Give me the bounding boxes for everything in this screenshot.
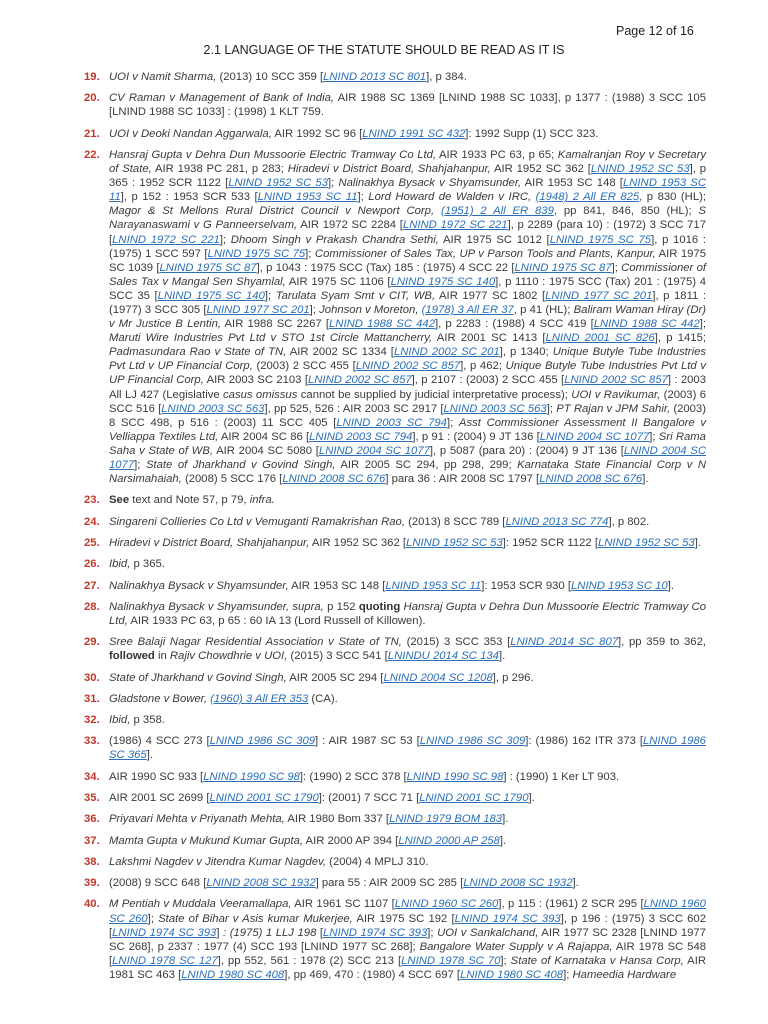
case-name: Hansraj Gupta v Dehra Dun Mussoorie Electric Tramway Co Ltd, <box>109 600 706 627</box>
citation-link[interactable]: LNIND 2014 SC 807 <box>510 636 619 649</box>
citation-text: ], p 91 : (2004) 9 JT 136 [ <box>412 430 540 443</box>
citation-link[interactable]: LNIND 2003 SC 563 <box>161 402 265 415</box>
case-name: Kamalranjan Roy v Secretary of State, <box>109 148 707 176</box>
citation-link[interactable]: LNIND 2013 SC 801 <box>323 71 427 83</box>
citation-text: AIR 1953 SC 148 [ <box>521 177 623 190</box>
citation-text: AIR 1952 SC 362 [ <box>490 163 591 176</box>
case-name: Baliram Waman Hiray (Dr) v Mr Justice B Lentin, <box>109 303 707 331</box>
case-name: Johnson v Moreton, <box>319 303 419 316</box>
citation-text: ], p 1110 : 1975 SCC (Tax) 201 : (1975) 4 SCC 35 [ <box>109 275 706 302</box>
citation-text: ], p 2289 (para 10) : (1972) 3 SCC 717 [ <box>109 219 706 246</box>
citation-text: ]: (1986) 162 ITR 373 [ <box>525 735 643 748</box>
case-name: Hiradevi v District Board, Shahjahanpur, <box>109 536 310 549</box>
citation-link[interactable]: LNIND 2002 SC 857 <box>307 374 412 387</box>
citation-link[interactable]: LNIND 1986 SC 365 <box>109 735 706 762</box>
case-name: Tarulata Syam Smt v CIT, WB, <box>275 289 436 302</box>
citation-text: ]; <box>500 954 511 967</box>
case-name: M Pentiah v Muddala Veeramallapa, <box>109 898 292 911</box>
case-name: Bangalore Water Supply v A Rajappa, <box>419 940 613 953</box>
footnote <box>84 713 706 727</box>
footnote-number: 36. <box>84 813 100 826</box>
citation-link[interactable]: LNIND 1953 SC 11 <box>257 191 358 204</box>
citation-text: AIR 2005 SC 294, pp 298, 299; <box>335 459 518 471</box>
case-name: UOI v Ravikumar, <box>571 388 661 401</box>
case-name: CV Raman v Management of Bank of India, <box>109 92 335 105</box>
case-name: Priyavari Mehta v Priyanath Mehta, <box>109 813 285 826</box>
footnote <box>84 692 706 706</box>
citation-text: ]. <box>502 813 509 826</box>
citation-text: ]. <box>667 579 674 592</box>
citation-text: ]; <box>147 912 159 925</box>
citation-link[interactable]: LNIND 1952 SC 53 <box>228 177 328 190</box>
case-name: Hiradevi v District Board, Shahjahanpur, <box>287 163 491 176</box>
citation-text: , p 830 (HL); <box>639 191 707 204</box>
citation-text: ]: 1992 Supp (1) SCC 323. <box>465 127 599 140</box>
citation-link[interactable]: LNIND 2004 SC 1077 <box>109 444 706 471</box>
footnote-number: 21. <box>84 127 100 140</box>
citation-link[interactable]: LNIND 2001 SC 1790 <box>209 792 319 805</box>
footnote <box>84 515 706 529</box>
citation-text: AIR 1980 Bom 337 [ <box>284 813 390 826</box>
citation-text: p 365. <box>130 558 165 571</box>
citation-text: ]; <box>427 926 438 939</box>
citation-text: ]: 1952 SCR 1122 [ <box>502 536 598 549</box>
citation-link[interactable]: LNIND 1986 SC 309 <box>209 735 316 748</box>
footnote <box>84 834 706 848</box>
footnote-number: 33. <box>84 735 100 748</box>
citation-link[interactable]: LNIND 1978 SC 127 <box>112 954 218 967</box>
signal-word: followed <box>109 650 155 663</box>
citation-text: AIR 1975 SC 192 [ <box>352 912 455 925</box>
citation-text: AIR 1978 SC 548 [ <box>109 940 707 967</box>
citation-link[interactable]: LNINDU 2014 SC 134 <box>387 650 499 663</box>
citation-link[interactable]: LNIND 2001 SC 1790 <box>419 792 529 805</box>
citation-text: ] para 36 : AIR 2008 SC 1797 [ <box>385 473 540 486</box>
footnote-number: 31. <box>84 692 100 705</box>
citation-text: AIR 1977 SC 2328 [LNIND 1977 SC 268], p 2337 : 1977 (4) SCC 193 [LNIND 1977 SC 268]; <box>109 926 706 953</box>
citation-text: ], p 152 : 1953 SCR 533 [ <box>120 191 258 204</box>
citation-link[interactable]: LNIND 1960 SC 260 <box>394 898 499 911</box>
citation-link[interactable]: LNIND 1953 SC 11 <box>109 177 706 204</box>
citation-link[interactable]: LNIND 1990 SC 98 <box>203 770 300 783</box>
citation-text: ]; <box>305 247 315 260</box>
citation-link[interactable]: LNIND 2008 SC 676 <box>539 473 643 486</box>
footnote-number: 35. <box>84 792 100 805</box>
footnote <box>84 770 706 784</box>
citation-text: ]. <box>572 877 579 890</box>
citation-text: (1986) 4 SCC 273 [ <box>109 735 210 748</box>
citation-text: ], p 1016 : (1975) 1 SCC 597 [ <box>109 233 707 260</box>
citation-link[interactable]: LNIND 1952 SC 53 <box>406 536 503 549</box>
citation-text: (CA). <box>308 692 338 705</box>
case-name: Unique Butyle Tube Industries Pvt Ltd v UP Financial Corp, <box>109 360 706 387</box>
case-name: Commissioner of Sales Tax v Mangal Sen Shyamlal, <box>109 261 707 288</box>
citation-text: AIR 1933 PC 63, p 65; <box>436 148 558 161</box>
citation-link[interactable]: LNIND 1960 SC 260 <box>109 898 706 925</box>
citation-link[interactable]: LNIND 2003 SC 794 <box>336 416 447 429</box>
footnote <box>84 671 706 685</box>
citation-text: ]. <box>642 473 649 486</box>
citation-link[interactable]: (1960) 3 All ER 353 <box>210 692 309 705</box>
citation-text: ], p 462; <box>460 360 506 373</box>
citation-link[interactable]: LNIND 1980 SC 408 <box>460 968 564 981</box>
footnote-number: 29. <box>84 636 100 649</box>
citation-text: (2003) 8 SCC 498, p 516 : (2003) 11 SCC 405 [ <box>109 402 706 429</box>
citation-link[interactable]: LNIND 1953 SC 10 <box>571 579 668 592</box>
footnote <box>84 91 706 119</box>
citation-text: AIR 1977 SC 1802 [ <box>435 289 546 302</box>
citation-text: , pp 841, 846, 850 (HL); <box>553 205 699 218</box>
citation-link[interactable]: LNIND 2008 SC 676 <box>282 473 386 486</box>
citation-text: ]: (1990) 2 SCC 378 [ <box>299 770 407 783</box>
citation-text: AIR 1975 SC 1039 [ <box>109 247 706 274</box>
citation-text: (2013) 10 SCC 359 [ <box>216 71 324 83</box>
case-name: Gladstone v Bower, <box>109 692 207 705</box>
case-name: PT Rajan v JPM Sahir, <box>556 402 671 415</box>
citation-link[interactable]: (1948) 2 All ER 825 <box>535 191 640 204</box>
citation-text: AIR 1975 SC 1012 [ <box>438 233 550 246</box>
case-name: infra. <box>249 494 275 507</box>
case-name: S Narayanaswami v G Panneerselvam, <box>109 205 706 232</box>
case-name: Magor & St Mellons Rural District Council v Newport Corp, <box>109 205 435 218</box>
citation-link[interactable]: LNIND 1978 SC 70 <box>401 954 501 967</box>
citation-link[interactable]: LNIND 2004 SC 1208 <box>383 671 493 684</box>
footnote <box>84 791 706 805</box>
footnote <box>84 855 706 869</box>
signal-word: See <box>109 494 130 507</box>
citation-link[interactable]: LNIND 1977 SC 201 <box>206 303 310 316</box>
citation-text: ]; <box>219 233 231 246</box>
citation-text: ]. <box>498 650 506 663</box>
case-name: Nalinakhya Bysack v Shyamsunder, <box>109 579 289 592</box>
citation-text: text and Note 57, p 79, <box>129 494 250 507</box>
citation-link[interactable]: LNIND 2002 SC 201 <box>393 346 500 359</box>
citation-text: ] : AIR 1987 SC 53 [ <box>315 735 420 748</box>
citation-link[interactable]: LNIND 1975 SC 140 <box>157 289 265 302</box>
citation-text: cannot be supplied by judicial interpretative process); <box>297 388 572 401</box>
citation-link[interactable]: LNIND 1974 SC 393 <box>323 926 428 939</box>
footnote-number: 25. <box>84 536 100 549</box>
citation-link[interactable]: LNIND 2001 SC 826 <box>545 332 655 345</box>
case-name: State of Jharkhand v Govind Singh, <box>109 671 287 684</box>
case-name: Commissioner of Sales Tax, UP v Parson Tools and Plants, Kanpur, <box>314 247 656 260</box>
citation-link[interactable]: LNIND 1979 BOM 183 <box>389 813 503 826</box>
citation-text: ], p 2283 : (1988) 4 SCC 419 [ <box>435 318 594 331</box>
citation-text: ], p 1415; <box>654 332 706 345</box>
citation-text: ]; <box>134 459 146 471</box>
footnote <box>84 876 706 890</box>
case-name: Sri Rama Saha v State of WB, <box>109 430 706 457</box>
citation-text: AIR 2003 SC 2103 [ <box>203 374 308 387</box>
footnote <box>84 493 706 507</box>
footnote <box>84 897 706 982</box>
citation-text: ]: (2001) 7 SCC 71 [ <box>318 792 420 805</box>
citation-link[interactable]: LNIND 1975 SC 140 <box>390 275 496 288</box>
footnote <box>84 70 706 84</box>
page-number: Page 12 of 16 <box>616 24 694 38</box>
citation-text: p 152 <box>323 600 359 613</box>
citation-text: ]; <box>699 318 706 331</box>
citation-link[interactable]: LNIND 2004 SC 1077 <box>539 430 650 443</box>
citation-text: AIR 1961 SC 1107 [ <box>291 898 395 911</box>
citation-text: ]; <box>357 191 369 204</box>
citation-text: ], p 196 : (1975) 3 SCC 602 [ <box>109 912 706 939</box>
citation-link[interactable]: (1951) 2 All ER 839 <box>440 205 554 218</box>
citation-text: ]; <box>446 416 459 429</box>
case-name: Maruti Wire Industries Pvt Ltd v STO 1st Circle Mattancherry, <box>109 332 433 345</box>
footnote-number: 38. <box>84 855 100 868</box>
citation-link[interactable]: LNIND 1952 SC 53 <box>597 536 695 549</box>
citation-text: AIR 1975 SC 1106 [ <box>285 275 391 288</box>
case-name: Hameedia Hardware <box>572 968 677 981</box>
footnote <box>84 536 706 550</box>
footnote-number: 39. <box>84 877 100 890</box>
citation-text: ], p 2107 : (2003) 2 SCC 455 [ <box>411 374 565 387</box>
citation-link[interactable]: LNIND 1972 SC 221 <box>112 233 220 246</box>
citation-link[interactable]: LNIND 2002 SC 857 <box>355 360 461 373</box>
citation-text: ], pp 552, 561 : 1978 (2) SCC 213 [ <box>217 954 402 967</box>
case-name: Lakshmi Nagdev v Jitendra Kumar Nagdev, <box>109 855 327 868</box>
citation-link[interactable]: LNIND 1991 SC 432 <box>362 127 466 140</box>
citation-text: (2008) 9 SCC 648 [ <box>109 877 207 890</box>
citation-link[interactable]: LNIND 1952 SC 53 <box>590 163 690 176</box>
citation-text: AIR 2004 SC 5080 [ <box>213 444 319 457</box>
citation-text: ]; <box>546 402 557 415</box>
citation-text: (2015) 3 SCC 353 [ <box>401 636 511 649</box>
citation-text <box>434 205 441 217</box>
citation-text: AIR 1988 SC 1369 [LNIND 1988 SC 1033], p 1377 : (1988) 3 SCC 105 [LNIND 1988 SC 1033] : (1998) 1 KLT 759. <box>109 92 706 119</box>
citation-text: AIR 1988 SC 2267 [ <box>221 318 329 331</box>
citation-text: ], p 1043 : 1975 SCC (Tax) 185 : (1975) 4 SCC 22 [ <box>256 261 515 274</box>
citation-text: AIR 1992 SC 96 [ <box>271 127 363 140</box>
citation-text: AIR 1953 SC 148 [ <box>288 579 386 592</box>
case-name: State of Jharkhand v Govind Singh, <box>145 459 336 471</box>
citation-link[interactable]: LNIND 2008 SC 1932 <box>206 877 316 890</box>
case-name: State of Bihar v Asis kumar Mukerjee, <box>158 912 353 925</box>
citation-text: ], p 1340; <box>499 346 553 359</box>
citation-text: ] : 2003 All LJ 427 (Legislative <box>109 374 706 401</box>
footnote-number: 37. <box>84 834 100 847</box>
case-name: Mamta Gupta v Mukund Kumar Gupta, <box>109 834 304 847</box>
citation-text: (2015) 3 SCC 541 [ <box>287 650 388 663</box>
page-title: 2.1 LANGUAGE OF THE STATUTE SHOULD BE READ AS IT IS <box>203 43 565 57</box>
case-name: Ibid, <box>109 558 131 571</box>
case-name: Lord Howard de Walden v IRC, <box>368 191 532 204</box>
citation-link[interactable]: LNIND 1975 SC 87 <box>159 261 257 274</box>
citation-text: (2003) 2 SCC 455 [ <box>252 360 356 373</box>
citation-text: ]; <box>309 303 320 316</box>
citation-text: ], pp 469, 470 : (1980) 4 SCC 697 [ <box>284 968 461 981</box>
citation-text: ]. <box>146 749 153 762</box>
citation-link[interactable]: LNIND 2002 SC 857 <box>564 374 668 387</box>
citation-text: ]. <box>694 536 701 549</box>
citation-text: p 358. <box>130 714 165 727</box>
case-name: Karnataka State Financial Corp v N Narsimahaiah, <box>109 459 707 486</box>
footnote-number: 22. <box>84 148 100 161</box>
citation-link[interactable]: LNIND 1974 SC 393 <box>454 912 561 925</box>
footnote-number: 23. <box>84 494 100 507</box>
footnote-number: 28. <box>84 600 100 613</box>
citation-text: ], p 802. <box>608 515 650 528</box>
citation-text: (2004) 4 MPLJ 310. <box>326 855 429 868</box>
case-name: Padmasundara Rao v State of TN, <box>109 346 287 359</box>
citation-text: ]; <box>328 177 339 190</box>
footnote <box>84 812 706 826</box>
citation-text: , p 41 (HL); <box>513 303 574 316</box>
citation-text: (2003) 6 SCC 516 [ <box>109 388 707 415</box>
citation-text: AIR 1972 SC 2284 [ <box>297 219 403 232</box>
citation-text: ], p 296. <box>492 671 534 684</box>
citation-text: ]. <box>528 792 535 805</box>
footnote-number: 26. <box>84 558 100 571</box>
case-name: Singareni Collieries Co Ltd v Vemuganti Ramakrishan Rao, <box>109 515 405 528</box>
citation-text: (2008) 5 SCC 176 [ <box>181 473 283 486</box>
citation-link[interactable]: LNIND 2003 SC 563 <box>443 402 547 415</box>
footnote <box>84 600 706 628</box>
citation-text: AIR 1952 SC 362 [ <box>309 536 407 549</box>
case-name: UOI v Deoki Nandan Aggarwala, <box>109 127 272 140</box>
citation-link[interactable]: LNIND 1986 SC 309 <box>419 735 526 748</box>
citation-text: ] : (1990) 1 Ker LT 903. <box>503 770 620 783</box>
citation-text: ], p 1811 : (1977) 3 SCC 305 [ <box>109 289 706 316</box>
footnote <box>84 579 706 593</box>
citation-link[interactable]: LNIND 1975 SC 75 <box>549 233 652 246</box>
citation-text: ], pp 525, 526 : AIR 2003 SC 2917 [ <box>264 402 444 415</box>
case-name: Nalinakhya Bysack v Shyamsunder, <box>338 177 522 190</box>
citation-text: AIR 1933 PC 63, p 65 : 60 IA 13 (Lord Russell of Killowen). <box>127 614 426 627</box>
citation-text: in <box>154 650 170 663</box>
citation-text: ], p 365 : 1952 SCR 1122 [ <box>109 163 707 190</box>
citation-text: AIR 2004 SC 86 [ <box>218 430 310 443</box>
citation-text: ], p 115 : (1961) 2 SCR 295 [ <box>498 898 644 911</box>
footnote <box>84 557 706 571</box>
citation-text: ]; <box>649 430 659 443</box>
citation-link[interactable]: LNIND 1975 SC 75 <box>207 247 306 260</box>
citation-text: AIR 2000 AP 394 [ <box>303 834 399 847</box>
citation-text: AIR 1938 PC 281, p 283; <box>151 163 288 176</box>
citation-link[interactable]: LNIND 1974 SC 393 <box>112 926 217 939</box>
footnote <box>84 635 706 663</box>
citation-text: AIR 2005 SC 294 [ <box>286 671 384 684</box>
citation-text: ]; <box>264 289 276 302</box>
case-name: Asst Commissioner Assessment II Bangalore v Velliappa Textiles Ltd, <box>109 416 706 443</box>
citation-text: ], p 384. <box>426 71 467 83</box>
citation-link[interactable]: LNIND 1988 SC 442 <box>593 318 700 331</box>
footnote-number: 40. <box>84 898 100 911</box>
citation-text: ]; <box>611 261 622 274</box>
citation-link[interactable]: (1978) 3 All ER 37 <box>421 303 514 316</box>
case-name: casus omissus <box>223 388 298 401</box>
citation-text: AIR 2001 SC 1413 [ <box>432 332 546 345</box>
citation-link[interactable]: LNIND 1977 SC 201 <box>545 289 653 302</box>
footnote <box>84 148 706 486</box>
citation-text: ], p 5087 (para 20) : (2004) 9 JT 136 [ <box>429 444 624 457</box>
citation-text: AIR 2001 SC 2699 [ <box>109 792 210 805</box>
footnote-number: 24. <box>84 515 100 528</box>
footnote <box>84 734 706 762</box>
case-name: Nalinakhya Bysack v Shyamsunder, supra, <box>109 600 324 613</box>
citation-text: AIR 1981 SC 463 [ <box>109 954 707 981</box>
citation-text: ] <box>216 926 224 939</box>
footnotes-list <box>84 70 706 989</box>
case-name: UOI v Sankalchand, <box>437 926 539 939</box>
footnote-number: 32. <box>84 714 100 727</box>
citation-link[interactable]: LNIND 1988 SC 442 <box>329 318 435 331</box>
case-name: Rajiv Chowdhrie v UOI, <box>169 650 288 663</box>
citation-text: AIR 1990 SC 933 [ <box>109 770 204 783</box>
case-name: Sree Balaji Nagar Residential Association v State of TN, <box>109 636 402 649</box>
citation-link[interactable]: LNIND 2003 SC 794 <box>309 430 413 443</box>
footnote <box>84 127 706 141</box>
citation-link[interactable]: LNIND 1990 SC 98 <box>406 770 504 783</box>
citation-text: ]; <box>563 968 573 981</box>
case-name: Dhoom Singh v Prakash Chandra Sethi, <box>230 233 439 246</box>
citation-text: [ <box>316 926 324 939</box>
citation-link[interactable]: LNIND 2013 SC 774 <box>505 515 609 528</box>
citation-text: AIR 2002 SC 1334 [ <box>286 346 394 359</box>
case-name: Unique Butyle Tube Industries Pvt Ltd v UP Financial Corp, <box>109 346 707 373</box>
citation-link[interactable]: LNIND 1972 SC 221 <box>402 219 508 232</box>
citation-link[interactable]: LNIND 1975 SC 87 <box>514 261 612 274</box>
citation-link[interactable]: LNIND 2008 SC 1932 <box>463 877 573 890</box>
signal-word: quoting <box>358 600 401 613</box>
citation-text: ]: 1953 SCR 930 [ <box>481 579 571 592</box>
footnote-number: 34. <box>84 770 100 783</box>
case-name: UOI v Namit Sharma, <box>109 71 217 83</box>
case-name: Ibid, <box>109 714 131 727</box>
citation-link[interactable]: LNIND 2004 SC 1077 <box>318 444 430 457</box>
case-name: State of Karnataka v Hansa Corp, <box>510 954 684 967</box>
citation-text: ], pp 359 to 362, <box>618 636 706 649</box>
citation-text: (2013) 8 SCC 789 [ <box>404 515 506 528</box>
citation-text: ]. <box>499 834 507 847</box>
case-name: : (1975) 1 LLJ 198 <box>223 926 317 939</box>
footnote-number: 19. <box>84 71 100 83</box>
case-name: Hansraj Gupta v Dehra Dun Mussoorie Electric Tramway Co Ltd, <box>109 148 437 161</box>
footnote-number: 20. <box>84 92 100 105</box>
citation-text: ] para 55 : AIR 2009 SC 285 [ <box>315 877 464 890</box>
citation-link[interactable]: LNIND 1980 SC 408 <box>181 968 285 981</box>
footnote-number: 27. <box>84 579 100 592</box>
citation-link[interactable]: LNIND 2000 AP 258 <box>398 834 500 847</box>
footnote-number: 30. <box>84 671 100 684</box>
citation-link[interactable]: LNIND 1953 SC 11 <box>385 579 482 592</box>
